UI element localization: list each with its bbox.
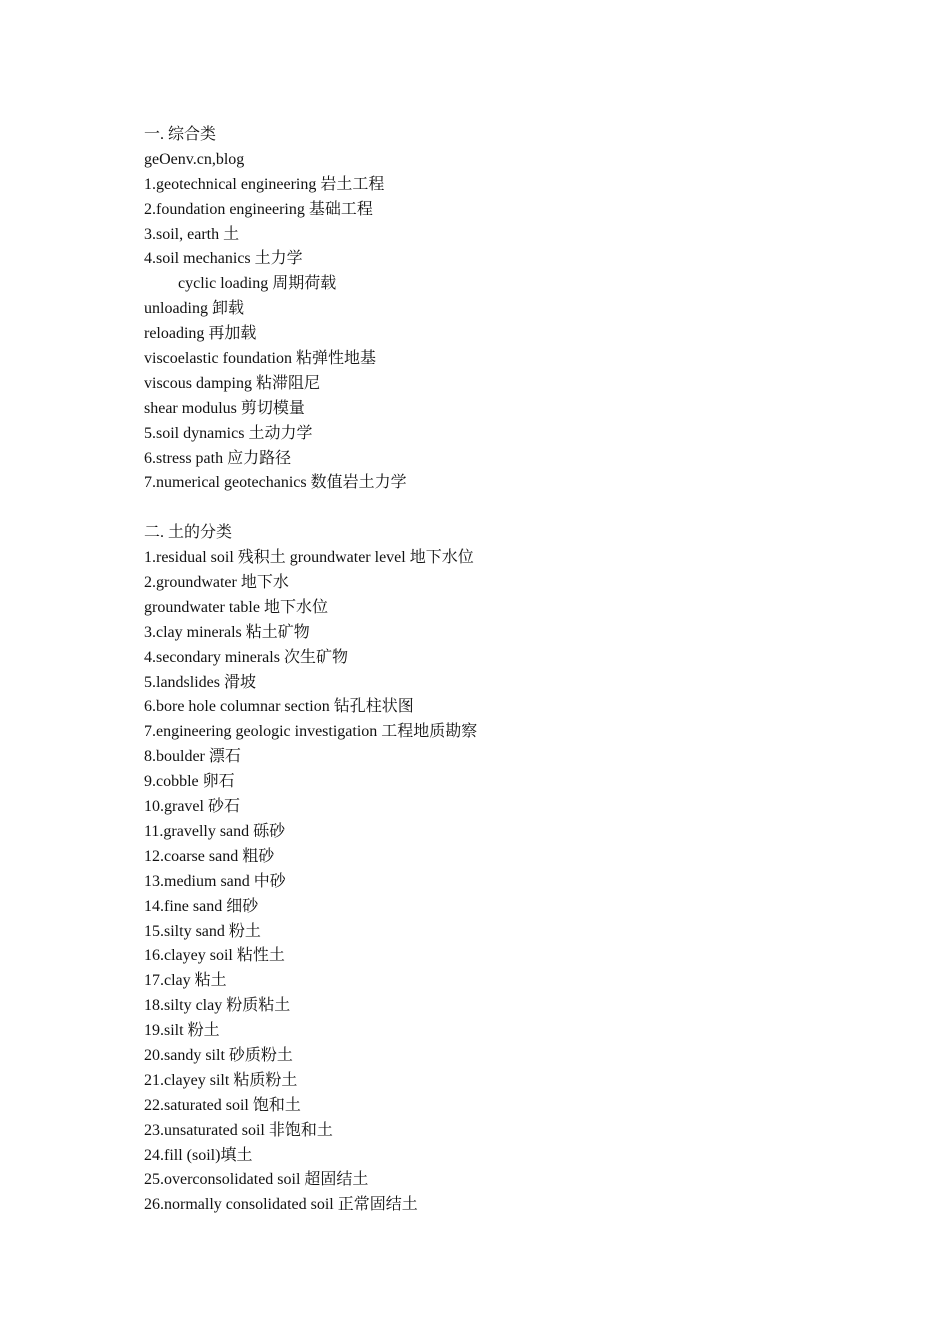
term-line: 6.stress path 应力路径 xyxy=(144,449,292,467)
document-content xyxy=(144,123,844,1218)
term-line: 15.silty sand 粉土 xyxy=(144,922,261,940)
section-heading: 二. 土的分类 xyxy=(144,524,233,542)
term-line: groundwater table 地下水位 xyxy=(144,598,328,616)
section-spacer xyxy=(144,496,844,521)
term-line: viscous damping 粘滞阻尼 xyxy=(144,374,320,392)
term-line: 23.unsaturated soil 非饱和土 xyxy=(144,1121,333,1139)
term-line: 16.clayey soil 粘性土 xyxy=(144,947,285,965)
term-line: 10.gravel 砂石 xyxy=(144,798,240,816)
term-line: 2.foundation engineering 基础工程 xyxy=(144,200,373,218)
section-1-term-list xyxy=(144,148,844,496)
term-line: unloading 卸载 xyxy=(144,300,244,318)
term-line: 7.engineering geologic investigation 工程地质勘察 xyxy=(144,723,478,741)
term-line: reloading 再加载 xyxy=(144,325,257,343)
term-line: 3.soil, earth 土 xyxy=(144,225,240,243)
term-line: 1.residual soil 残积土 groundwater level 地下水位 xyxy=(144,549,474,567)
term-line: 13.medium sand 中砂 xyxy=(144,872,286,890)
term-line: 26.normally consolidated soil 正常固结土 xyxy=(144,1196,418,1214)
section-2-term-list xyxy=(144,546,844,1218)
term-line: 21.clayey silt 粘质粉土 xyxy=(144,1071,298,1089)
term-line: 25.overconsolidated soil 超固结土 xyxy=(144,1171,369,1189)
term-line: 17.clay 粘土 xyxy=(144,972,227,990)
term-line: 14.fine sand 细砂 xyxy=(144,897,259,915)
term-line: 3.clay minerals 粘土矿物 xyxy=(144,623,310,641)
term-line: viscoelastic foundation 粘弹性地基 xyxy=(144,350,376,368)
term-line: 4.secondary minerals 次生矿物 xyxy=(144,648,348,666)
term-line: 20.sandy silt 砂质粉土 xyxy=(144,1046,293,1064)
term-line: geOenv.cn,blog xyxy=(144,150,245,168)
term-line: 11.gravelly sand 砾砂 xyxy=(144,822,286,840)
term-line: 9.cobble 卵石 xyxy=(144,773,235,791)
term-line: 4.soil mechanics 土力学 xyxy=(144,250,303,268)
term-line: 24.fill (soil)填土 xyxy=(144,1146,253,1164)
term-line: shear modulus 剪切模量 xyxy=(144,399,305,417)
term-line: 5.soil dynamics 土动力学 xyxy=(144,424,313,442)
term-line: 2.groundwater 地下水 xyxy=(144,574,289,592)
term-line: 12.coarse sand 粗砂 xyxy=(144,847,275,865)
term-line: 18.silty clay 粉质粘土 xyxy=(144,997,291,1015)
term-line: 1.geotechnical engineering 岩土工程 xyxy=(144,175,385,193)
term-line: 22.saturated soil 饱和土 xyxy=(144,1096,301,1114)
term-line: cyclic loading 周期荷载 xyxy=(178,275,337,293)
term-line: 19.silt 粉土 xyxy=(144,1022,220,1040)
term-line: 7.numerical geotechanics 数值岩土力学 xyxy=(144,474,407,492)
term-line: 5.landslides 滑坡 xyxy=(144,673,256,691)
term-line: 8.boulder 漂石 xyxy=(144,748,241,766)
term-line: 6.bore hole columnar section 钻孔柱状图 xyxy=(144,698,414,716)
section-heading: 一. 综合类 xyxy=(144,126,217,143)
